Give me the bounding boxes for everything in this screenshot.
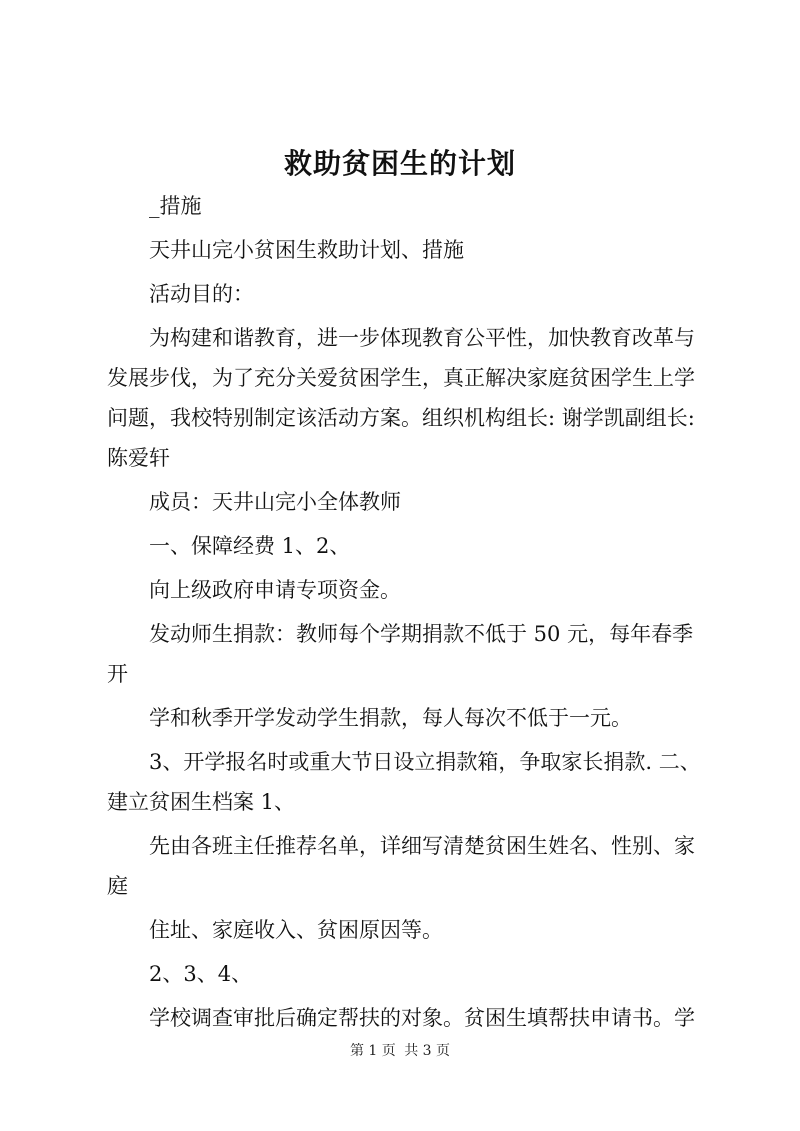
paragraph-funding-3: 3、开学报名时或重大节日设立捐款箱，争取家长捐款. 二、建立贫困生档案 1、	[107, 750, 701, 814]
paragraph-archive-review: 学校调查审批后确定帮扶的对象。贫困生填帮扶申请书。学	[149, 1006, 695, 1030]
paragraph-measures-heading: _措施	[149, 194, 202, 218]
paragraph-plan-name: 天井山完小贫困生救助计划、措施	[149, 238, 464, 262]
document-title: 救助贫困生的计划	[283, 147, 516, 180]
paragraph-archive-1b: 住址、家庭收入、贫困原因等。	[149, 918, 443, 942]
paragraph-funding-1: 向上级政府申请专项资金。	[149, 578, 401, 602]
page-footer	[0, 1040, 800, 1060]
paragraph-funding-heading: 一、保障经费 1、2、	[149, 534, 351, 558]
paragraph-funding-2b: 学和秋季开学发动学生捐款，每人每次不低于一元。	[149, 706, 632, 730]
page-total: 共 3 页	[404, 1043, 451, 1059]
paragraph-members: 成员：天井山完小全体教师	[149, 490, 401, 514]
paragraph-purpose-heading: 活动目的：	[149, 282, 254, 306]
paragraph-archive-numbers: 2、3、4、	[149, 962, 253, 986]
page-number: 第 1 页	[349, 1043, 396, 1059]
document-body	[107, 186, 713, 1042]
paragraph-archive-1a: 先由各班主任推荐名单，详细写清楚贫困生姓名、性别、家庭	[107, 834, 695, 898]
paragraph-funding-2a: 发动师生捐款：教师每个学期捐款不低于 50 元，每年春季开	[107, 622, 694, 686]
paragraph-purpose-body: 为构建和谐教育，进一步体现教育公平性，加快教育改革与发展步伐，为了充分关爱贫困学生，真正解决家庭贫困学生上学问题，我校特别制定该活动方案。组织机构组长: 谢学凯副组长: 陈爱轩	[107, 326, 695, 470]
